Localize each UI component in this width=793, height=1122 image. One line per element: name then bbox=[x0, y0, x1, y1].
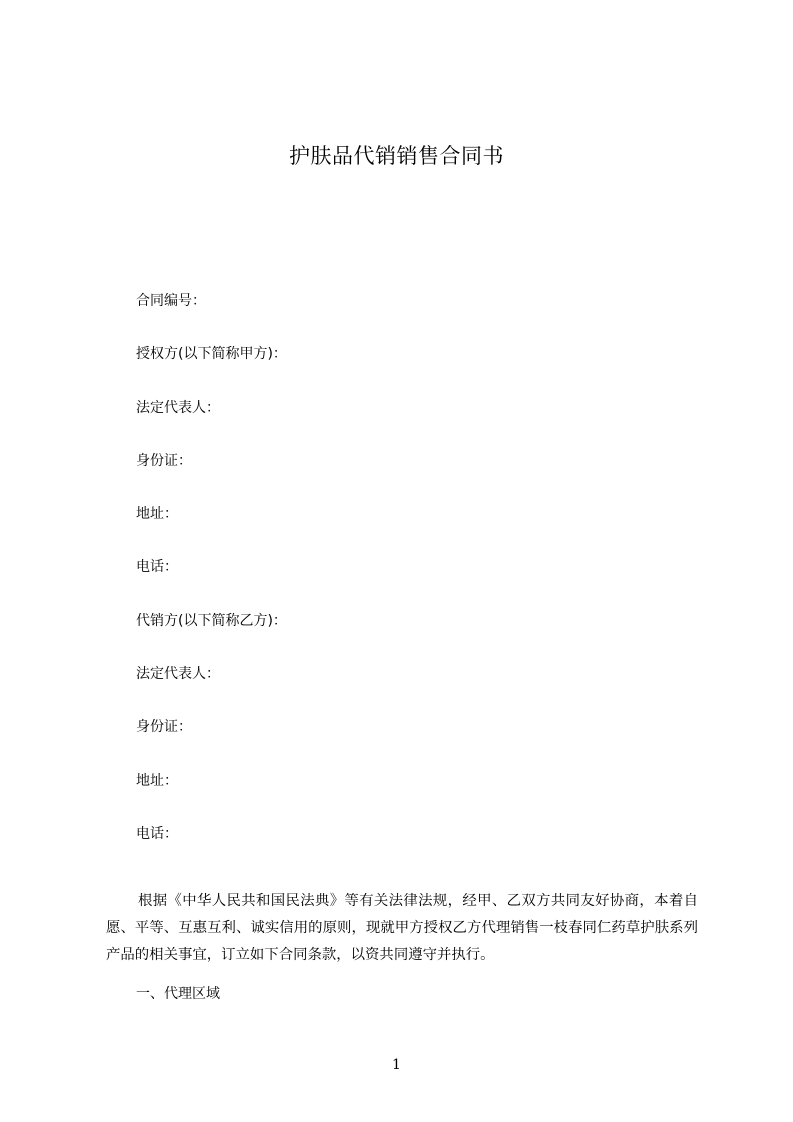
party-a-address-label: 地址： bbox=[136, 506, 178, 523]
party-b-phone-label: 电话： bbox=[136, 825, 178, 842]
page-number: 1 bbox=[392, 1057, 401, 1073]
document-title: 护肤品代销销售合同书 bbox=[289, 144, 504, 168]
party-a-id-card-label: 身份证： bbox=[136, 452, 192, 469]
section-heading-agency-area: 一、代理区域 bbox=[136, 986, 220, 1002]
party-b-address-label: 地址： bbox=[136, 772, 178, 789]
party-b-label: 代销方(以下简称乙方)： bbox=[136, 612, 287, 629]
party-b-legal-representative-label: 法定代表人： bbox=[136, 666, 220, 683]
contract-number-label: 合同编号： bbox=[136, 293, 206, 309]
party-b-id-card-label: 身份证： bbox=[136, 719, 192, 736]
contract-preamble: 根据《中华人民共和国民法典》等有关法律法规，经甲、乙双方共同友好协商，本着自愿、平等、互惠互利、诚实信用的原则，现就甲方授权乙方代理销售一枝春同仁药草护肤系列产品的相关事宜，订立如下合同条款，以资共同遵守并执行。 bbox=[106, 893, 698, 964]
party-a-phone-label: 电话： bbox=[136, 559, 178, 576]
party-a-label: 授权方(以下简称甲方)： bbox=[136, 346, 287, 363]
party-a-legal-representative-label: 法定代表人： bbox=[136, 399, 220, 416]
party-info-list bbox=[136, 288, 287, 874]
